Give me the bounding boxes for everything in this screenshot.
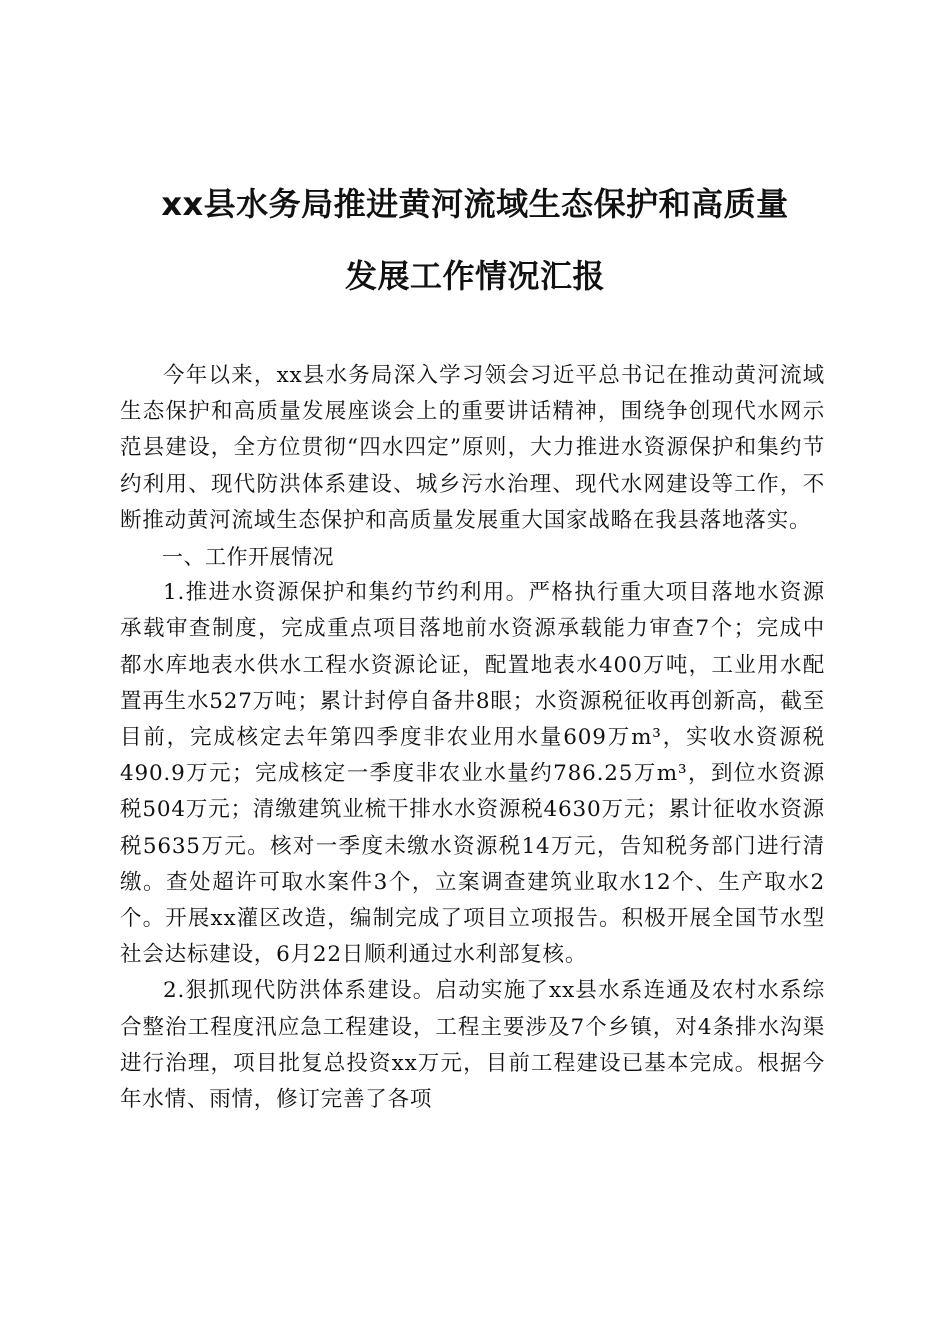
paragraph-1: 1.推进水资源保护和集约节约利用。严格执行重大项目落地水资源承载审查制度，完成重点项目落地前水资源承载能力审查7个；完成中都水库地表水供水工程水资源论证，配置地表水400万吨，工业用水配置再生水527万吨；累计封停自备井8眼；水资源税征收再创新高，截至目前，完成核定去年第四季度非农业用水量609万m³，实收水资源税490.9万元；完成核定一季度非农业水量约786.25万m³，到位水资源税504万元；清缴建筑业梳干排水水资源税4630万元；累计征收水资源税5635万元。核对一季度未缴水资源税14万元，告知税务部门进行清缴。查处超许可取水案件3个，立案调查建筑业取水12个、生产取水2个。开展xx灌区改造，编制完成了项目立项报告。积极开展全国节水型社会达标建设，6月22日顺利通过水利部复核。 xyxy=(120,580,825,968)
title-line-2: 发展工作情况汇报 xyxy=(344,257,605,295)
document-title xyxy=(120,168,830,312)
section-heading: 一、工作开展情况 xyxy=(162,545,334,570)
paragraph-2: 2.狠抓现代防洪体系建设。启动实施了xx县水系连通及农村水系综合整治工程度汛应急工程建设，工程主要涉及7个乡镇，对4条排水沟渠进行治理，项目批复总投资xx万元，目前工程建设已基本完成。根据今年水情、雨情，修订完善了各项 xyxy=(120,978,825,1113)
intro-paragraph: 今年以来，xx县水务局深入学习领会习近平总书记在推动黄河流域生态保护和高质量发展座谈会上的重要讲话精神，围绕争创现代水网示范县建设，全方位贯彻“四水四定”原则，大力推进水资源保护和集约节约利用、现代防洪体系建设、城乡污水治理、现代水网建设等工作，不断推动黄河流域生态保护和高质量发展重大国家战略在我县落地落实。 xyxy=(120,363,825,533)
title-line-1: xx县水务局推进黄河流域生态保护和高质量 xyxy=(161,185,789,223)
document-body xyxy=(120,358,825,1118)
